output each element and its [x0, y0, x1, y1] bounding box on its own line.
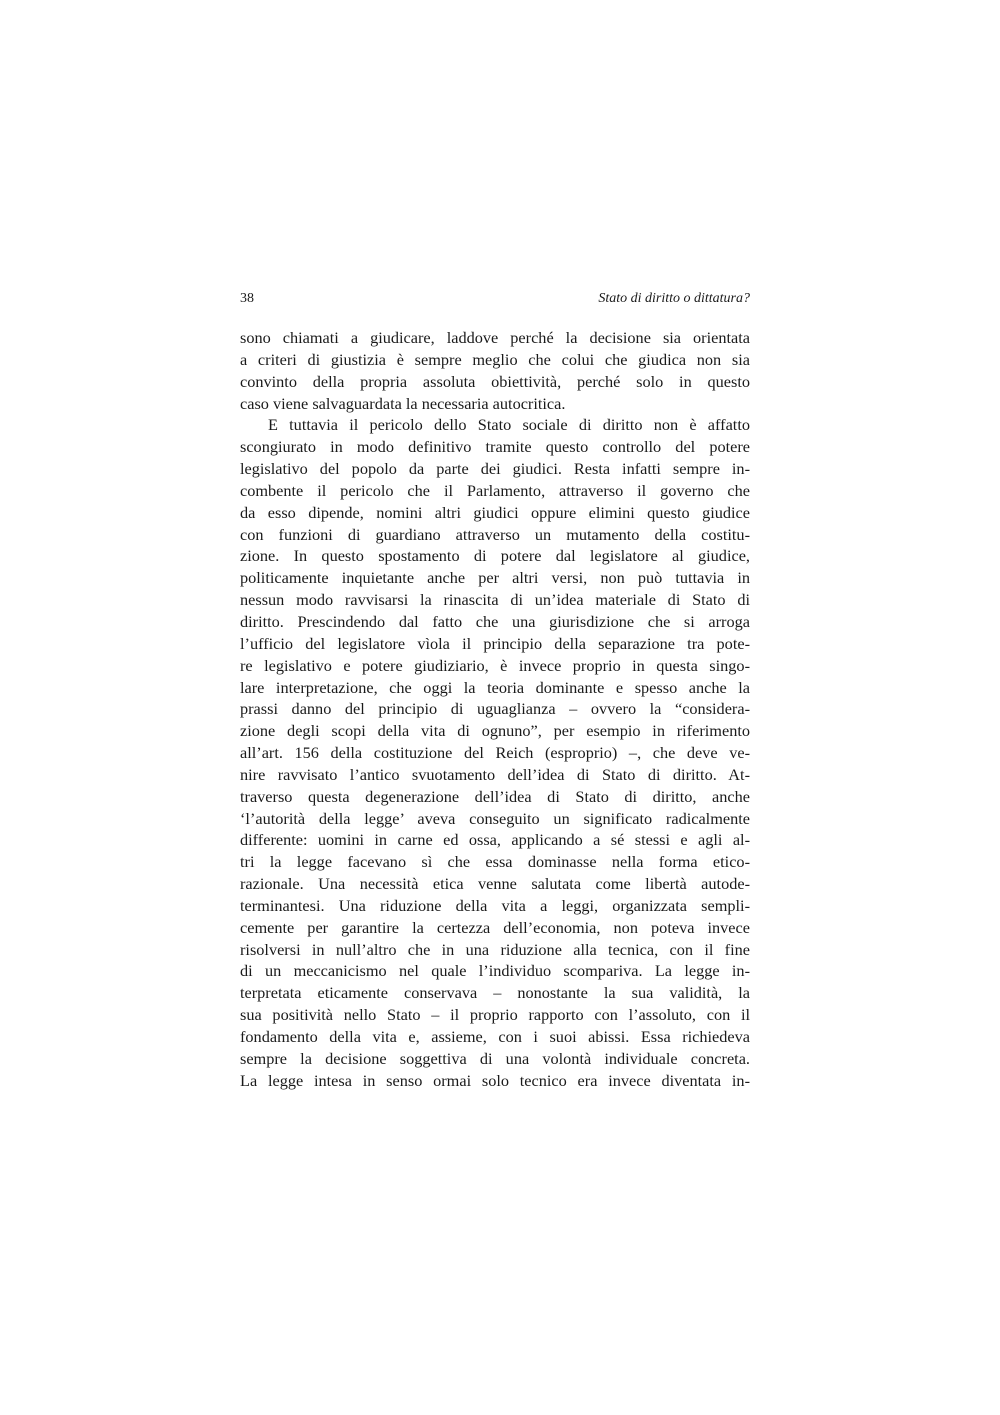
text-line: tri la legge facevano sì che essa dominasse nella forma etico- [240, 852, 750, 872]
text-line: terminantesi. Una riduzione della vita a leggi, organizzata sempli- [240, 895, 750, 915]
text-line: fondamento della vita e, assieme, con i suoi abissi. Essa richiedeva [240, 1027, 750, 1046]
text-line: legislativo del popolo da parte dei giudici. Resta infatti sempre in- [240, 459, 750, 479]
body-text [240, 327, 750, 1092]
text-line: razionale. Una necessità etica venne salutata come libertà autode- [240, 874, 750, 894]
text-line: sono chiamati a giudicare, laddove perché la decisione sia orientata [240, 328, 750, 347]
running-title: Stato di diritto o dittatura? [598, 291, 750, 306]
text-line: ‘l’autorità della legge’ aveva conseguito un significato radicalmente [240, 808, 750, 828]
text-line: all’art. 156 della costituzione del Reich (esproprio) –, che deve ve- [240, 743, 750, 763]
text-line: scongiurato in modo definitivo tramite questo controllo del potere [240, 437, 750, 457]
text-line: differente: uomini in carne ed ossa, applicando a sé stessi e agli al- [240, 830, 750, 850]
paragraph-start-line: E tuttavia il pericolo dello Stato sociale di diritto non è affatto [268, 415, 750, 435]
text-line: politicamente inquietante anche per altri versi, non può tuttavia in [240, 568, 750, 588]
text-line: terpretata eticamente conservava – nonostante la sua validità, la [240, 983, 750, 1003]
text-line: cemente per garantire la certezza dell’economia, non poteva invece [240, 917, 750, 937]
text-line: sempre la decisione soggettiva di una volontà individuale concreta. [240, 1048, 750, 1068]
text-line: prassi danno del principio di uguaglianza – ovvero la “considera- [240, 699, 750, 719]
page-number: 38 [240, 291, 254, 306]
text-line: nessun modo ravvisarsi la rinascita di un’idea materiale di Stato di [240, 590, 750, 610]
text-line: convinto della propria assoluta obiettività, perché solo in questo [240, 371, 750, 391]
text-line: La legge intesa in senso ormai solo tecnico era invece diventata in- [240, 1070, 750, 1090]
text-line: di un meccanicismo nel quale l’individuo scompariva. La legge in- [240, 961, 750, 981]
text-line: lare interpretazione, che oggi la teoria dominante e spesso anche la [240, 677, 750, 697]
text-line: sua positività nello Stato – il proprio rapporto con l’assoluto, con il [240, 1005, 750, 1025]
text-line: diritto. Prescindendo dal fatto che una giurisdizione che si arroga [240, 611, 750, 631]
text-line: a criteri di giustizia è sempre meglio che colui che giudica non sia [240, 349, 750, 369]
text-line: combente il pericolo che il Parlamento, attraverso il governo che [240, 480, 750, 500]
text-line: nire ravvisato l’antico svuotamento dell’idea di Stato di diritto. At- [240, 764, 750, 784]
text-line: zione degli scopi della vita di ognuno”, per esempio in riferimento [240, 721, 750, 741]
paragraph-end-line: caso viene salvaguardata la necessaria autocritica. [240, 393, 566, 413]
text-line: risolversi in null’altro che in una riduzione alla tecnica, con il fine [240, 939, 750, 959]
text-line: l’ufficio del legislatore vìola il principio della separazione tra pote- [240, 633, 750, 653]
text-line: zione. In questo spostamento di potere dal legislatore al giudice, [240, 546, 750, 566]
text-line: traverso questa degenerazione dell’idea di Stato di diritto, anche [240, 786, 750, 806]
text-line: re legislativo e potere giudiziario, è invece proprio in questa singo- [240, 655, 750, 675]
running-head [240, 290, 750, 308]
text-line: da esso dipende, nomini altri giudici oppure elimini questo giudice [240, 502, 750, 522]
text-line: con funzioni di guardiano attraverso un mutamento della costitu- [240, 524, 750, 544]
